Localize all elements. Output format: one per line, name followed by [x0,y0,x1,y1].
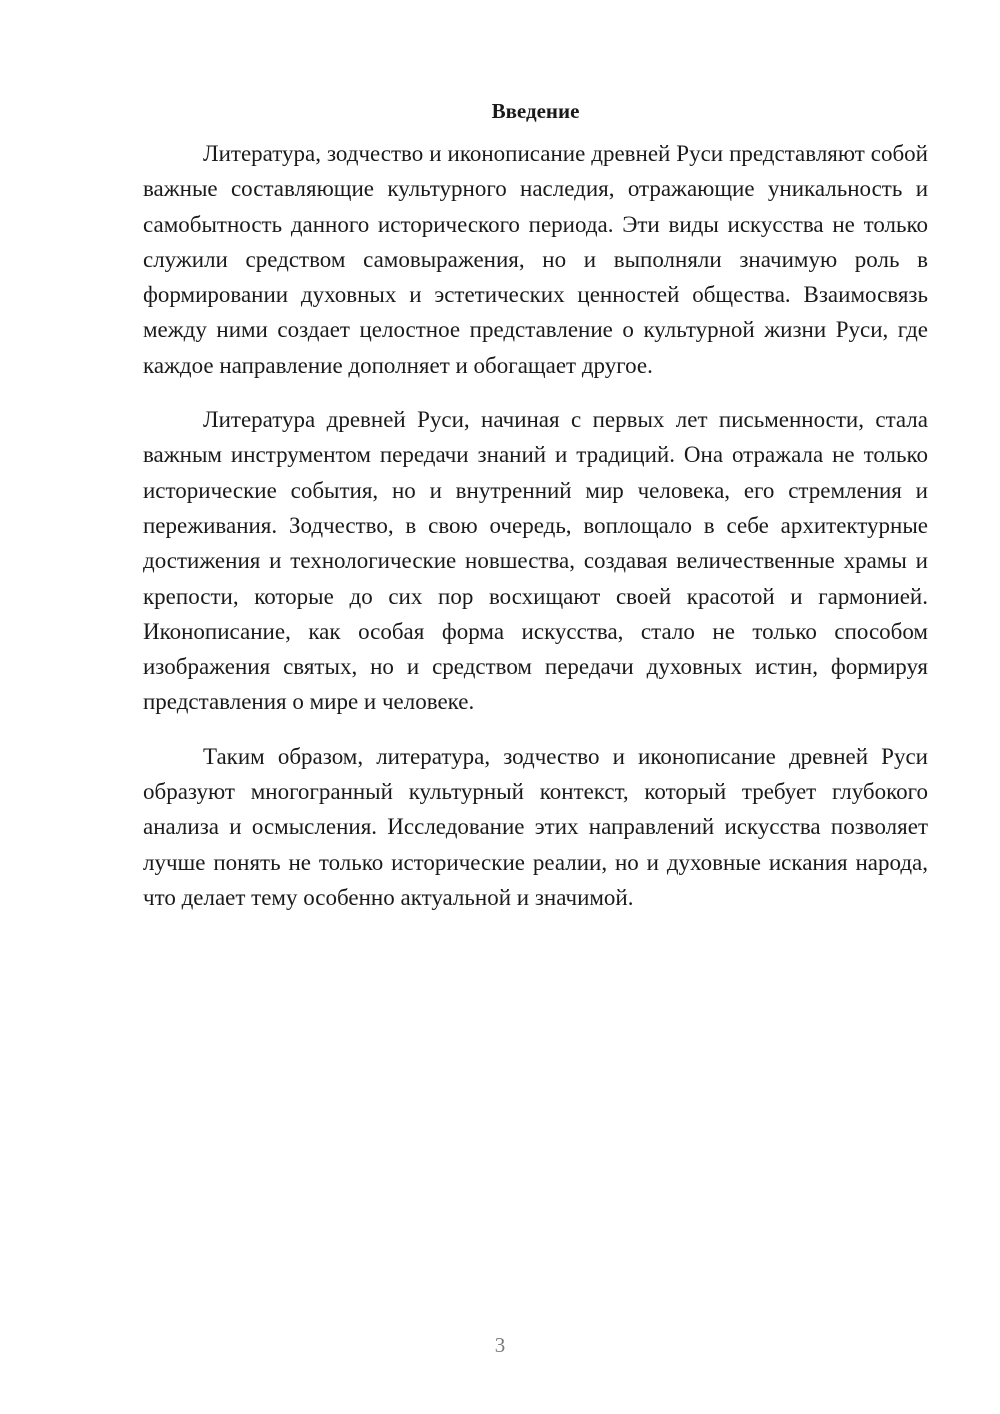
paragraph-1: Литература, зодчество и иконописание древней Руси представляют собой важные составляющие культурного наследия, отражающие уникальность и самобытность данного исторического периода. Эти виды искусства не только служили средством самовыражения, но и выполняли значимую роль в формировании духовных и эстетических ценностей общества. Взаимосвязь между ними создает целостное представление о культурной жизни Руси, где каждое направление дополняет и обогащает другое. [143,141,928,378]
page-number: 3 [494,1333,506,1357]
page-content [143,94,928,934]
page-title: Введение [491,99,580,123]
paragraph-2: Литература древней Руси, начиная с первых лет письменности, стала важным инструментом передачи знаний и традиций. Она отражала не только исторические события, но и внутренний мир человека, его стремления и переживания. Зодчество, в свою очередь, воплощало в себе архитектурные достижения и технологические новшества, создавая величественные храмы и крепости, которые до сих пор восхищают своей красотой и гармонией. Иконописание, как особая форма искусства, стало не только способом изображения святых, но и средством передачи духовных истин, формируя представления о мире и человеке. [143,407,928,715]
paragraph-3: Таким образом, литература, зодчество и иконописание древней Руси образуют многогранный культурный контекст, который требует глубокого анализа и осмысления. Исследование этих направлений искусства позволяет лучше понять не только исторические реалии, но и духовные искания народа, что делает тему особенно актуальной и значимой. [143,743,928,910]
